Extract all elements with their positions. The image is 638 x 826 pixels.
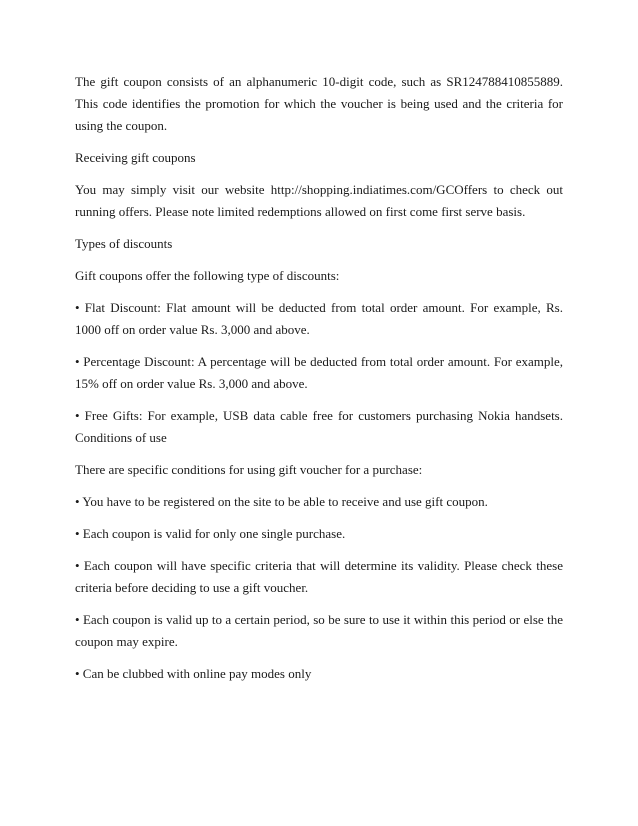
list-item-flat-discount: • Flat Discount: Flat amount will be deducted from total order amount. For example, Rs. 1000 off on order value Rs. 3,000 and above.	[75, 300, 563, 337]
list-item-single-purchase: • Each coupon is valid for only one single purchase.	[75, 526, 346, 541]
list-item-registered: • You have to be registered on the site to be able to receive and use gift coupon.	[75, 494, 488, 509]
document-body	[75, 71, 563, 695]
paragraph-conditions-intro: There are specific conditions for using gift voucher for a purchase:	[75, 462, 423, 477]
paragraph-website: You may simply visit our website http://shopping.indiatimes.com/GCOffers to check out running offers. Please note limited redemptions allowed on first come first serve basis.	[75, 182, 563, 219]
list-item-specific-criteria: • Each coupon will have specific criteria that will determine its validity. Please check these criteria before deciding to use a gift voucher.	[75, 558, 563, 595]
heading-receiving-gift-coupons: Receiving gift coupons	[75, 150, 196, 165]
list-item-free-gifts: • Free Gifts: For example, USB data cable free for customers purchasing Nokia handsets. Conditions of use	[75, 408, 563, 445]
paragraph-discount-intro: Gift coupons offer the following type of discounts:	[75, 268, 340, 283]
heading-types-of-discounts: Types of discounts	[75, 236, 173, 251]
paragraph-coupon-code: The gift coupon consists of an alphanumeric 10-digit code, such as SR124788410855889. This code identifies the promotion for which the voucher is being used and the criteria for using the coupon.	[75, 74, 563, 133]
list-item-online-pay-modes: • Can be clubbed with online pay modes only	[75, 666, 312, 681]
list-item-percentage-discount: • Percentage Discount: A percentage will be deducted from total order amount. For example, 15% off on order value Rs. 3,000 and above.	[75, 354, 563, 391]
list-item-validity-period: • Each coupon is valid up to a certain period, so be sure to use it within this period or else the coupon may expire.	[75, 612, 563, 649]
